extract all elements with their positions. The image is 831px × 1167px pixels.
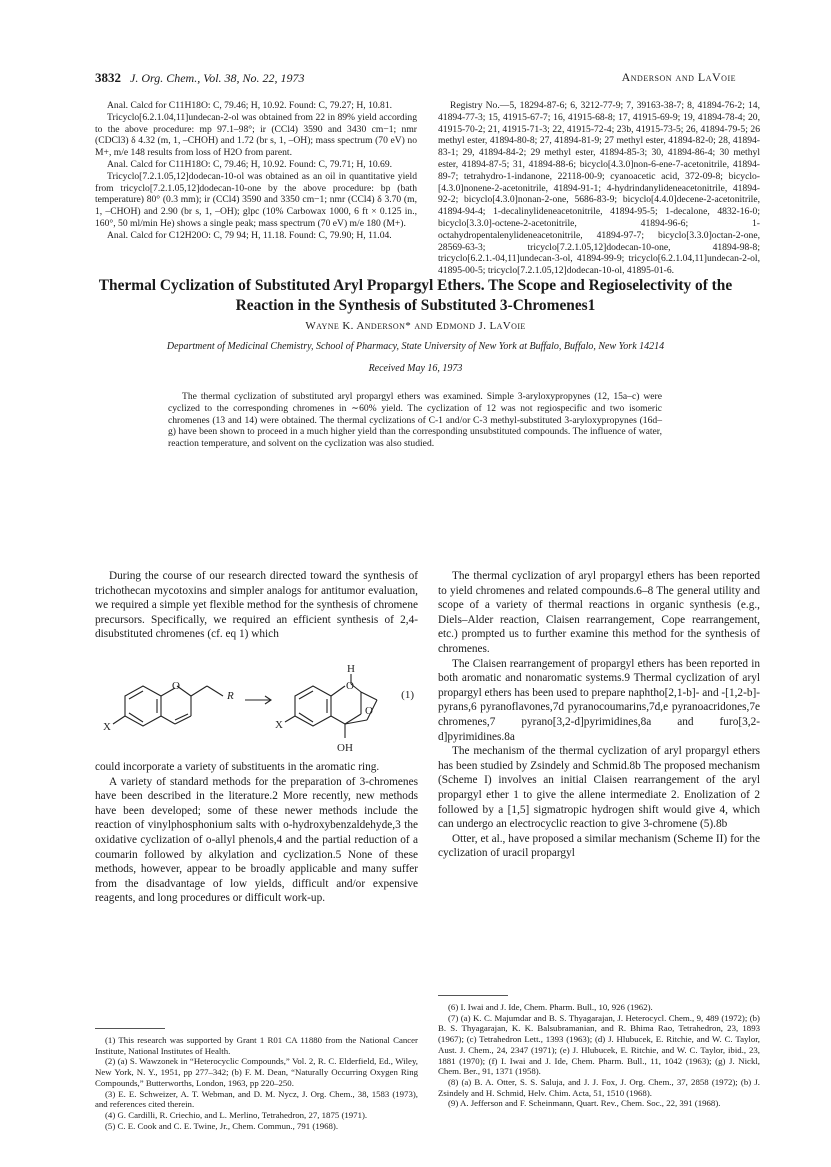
registry-text: Registry No.—5, 18294-87-6; 6, 3212-77-9; 7, 39163-38-7; 8, 41894-76-2; 14, 41894-77-3; 15, 41915-67-7; 16, 41915-68-8; 17, 41915-69-9; 19, 41894-78-4; 20, 41915-70-2; 21, 41915-71-3; 22, 41915-72-4; 23b, 41915-73-5; 26, 41894-79-5; 26 methyl ester, 41894-80-8; 27, 41894-81-9; 27 methyl ester, 41894-82-0; 28, 41894-83-1; 29, 41894-84-2; 29 methyl ester, 41894-85-3; 30, 41894-86-4; 30 methyl ester, 41894-87-5; 31, 41894-88-6; bicyclo[4.3.0]non-6-ene-7-acetonitrile, 41894-89-7; tetrahydro-1-indanone, 22118-00-9; cyanoacetic acid, 372-09-8; bicyclo-[4.3.0]nonene-2-acetonitrile, 41894-91-1; 4-hydrindanylideneacetonitrile, 41894-92-2; bicyclo[4.3.0]nonan-2-one, 5686-83-9; bicyclo[4.4.0]decene-2-acetonitrile, 41894-94-4; 1-decalinylideneacetonitrile, 41894-95-5; 1-decalone, 4832-16-0; bicyclo[3.3.0]-octene-2-acetonitrile, 41894-96-6; 1-octahydropentalenylideneacetonitrile, 41894-97-7; bicyclo[3.3.0]octan-2-one, 28569-63-3; tricyclo[7.2.1.05,12]dodecan-10-one, 41894-98-8; tricyclo[6.2.1.-04,11]undecan-3-ol, 41894-99-9; tricyclo[6.2.1.04,11]undecan-2-ol, 41895-00-5; tricyclo[7.2.1.05,12]dodecan-10-ol, 41895-01-6. bbox=[438, 100, 760, 277]
abstract: The thermal cyclization of substituted aryl propargyl ethers was examined. Simple 3-aryloxypropynes (12, 15a–c) were cyclized to the corresponding chromenes in ∼60% yield. The cyclization of 12 was not regiospecific and two isomeric chromenes (13 and 14) were obtained. The thermal cyclizations of C-1 and/or C-3 methyl-substituted 3-aryloxypropynes (16d–g) have been shown to proceed in a much higher yield than the corresponding unsubstituted compounds. The influence of water, reaction temperature, and solvent on the cyclization was also studied. bbox=[168, 391, 662, 450]
bridge-oxygen-label: O bbox=[346, 679, 354, 692]
paragraph: Anal. Calcd for C11H18O: C, 79.46; H, 10.92. Found: C, 79.27; H, 10.81. bbox=[107, 100, 393, 111]
footnote: (9) A. Jefferson and F. Scheinmann, Quart. Rev., Chem. Soc., 22, 391 (1968). bbox=[448, 1098, 721, 1109]
paragraph: The mechanism of the thermal cyclization of aryl propargyl ethers has been studied by Zsindely and Schmid.8b The proposed mechanism (Scheme I) involves an initial Claisen rearrangement of the aryl propargyl ether 1 to give the allene intermediate 2. Enolization of 2 followed by a [1,5] sigmatropic hydrogen shift would give 4, which can undergo an electrocyclic reaction to give 3-chromene (5).8b bbox=[438, 745, 760, 831]
running-header bbox=[95, 70, 736, 86]
paragraph: Anal. Calcd for C12H20O: C, 79 94; H, 11.18. Found: C, 79.90; H, 11.04. bbox=[107, 229, 392, 241]
substituent-r-label: R bbox=[227, 689, 234, 702]
received-date: Received May 16, 1973 bbox=[368, 363, 463, 374]
body-right-column bbox=[438, 569, 760, 861]
paragraph: Anal. Calcd for C11H18O: C, 79.46; H, 10.92. Found: C, 79.71; H, 10.69. bbox=[107, 158, 393, 170]
paragraph: During the course of our research directed toward the synthesis of trichothecan mycotoxins and simpler analogs for antitumor evaluation, we required a simple yet flexible method for the synthesis of chromene precursors. Specifically, we required an efficient synthesis of 2,4-disubstituted chromenes (cf. eq 1) which bbox=[95, 570, 418, 641]
footnote: (7) (a) K. C. Majumdar and B. S. Thyagarajan, J. Heterocycl. Chem., 9, 489 (1972); (b) B. S. Thyagarajan, K. K. Balsubramanian, and R. Bhima Rao, Tetrahedron, 23, 1893 (1967); (c) Tetrahedron Lett., 1393 (1963); (d) J. Hlubucek, E. Ritchie, and W. C. Taylor, Aust. J. Chem., 24, 2347 (1971); (e) J. Hlubucek, E. Ritchie, and W. C. Taylor, ibid., 23, 1881 (1970); (f) I. Iwai and J. Ide, Chem. Pharm. Bull., 11, 1042 (1963); (g) J. Nickl, Chem. Ber., 91, 1371 (1958). bbox=[438, 1012, 760, 1077]
footnote: (4) G. Cardilli, R. Criechio, and L. Merlino, Tetrahedron, 27, 1875 (1971). bbox=[105, 1109, 368, 1120]
footnote: (1) This research was supported by Grant 1 R01 CA 11880 from the National Cancer Institute, National Institutes of Health. bbox=[95, 1035, 418, 1056]
footnote: (3) E. E. Schweizer, A. T. Webman, and D. M. Nycz, J. Org. Chem., 38, 1583 (1973), and references cited therein. bbox=[95, 1088, 418, 1110]
footnote-divider bbox=[95, 1028, 165, 1029]
experimental-continuation bbox=[95, 100, 417, 242]
paragraph: Tricyclo[6.2.1.04,11]undecan-2-ol was obtained from 22 in 89% yield according to the above procedure: mp 97.1–98°; ir (CCl4) 3590 and 3430 cm−1; nmr (CDCl3) δ 4.32 (m, 1, –CHOH) and 1.72 (br s, 1, –OH); mass spectrum (70 eV) no M+, m/e 148 results from loss of H2O from parent. bbox=[95, 111, 417, 159]
article-authors: Wayne K. Anderson* and Edmond J. LaVoie bbox=[305, 320, 526, 332]
page-number: 3832 bbox=[95, 70, 121, 85]
equation-number: (1) bbox=[401, 688, 414, 701]
hydroxyl-label: OH bbox=[337, 741, 353, 754]
body-left-column bbox=[95, 569, 418, 906]
registry-numbers bbox=[438, 100, 760, 277]
footnote: (6) I. Iwai and J. Ide, Chem. Pharm. Bull., 10, 926 (1962). bbox=[448, 1002, 653, 1012]
affiliation: Department of Medicinal Chemistry, School of Pharmacy, State University of New York at Buffalo, Buffalo, New York 14214 bbox=[166, 341, 665, 352]
footnotes-left bbox=[95, 1018, 418, 1131]
paragraph: The thermal cyclization of aryl propargyl ethers has been reported to yield chromenes and related compounds.6–8 The general utility and scope of a variety of thermal reactions in organic synthesis (e.g., Diels–Alder reaction, Claisen rearrangement, Cope rearrangement, etc.) prompted us to further examine this method for the synthesis of chromenes. bbox=[438, 570, 760, 655]
footnote-divider bbox=[438, 995, 508, 996]
paragraph: The Claisen rearrangement of propargyl ethers has been reported in both aromatic and nonaromatic systems.9 Thermal cyclization of aryl propargyl ethers has been used to prepare naphtho[2,1-b]- and -[1,2-b]-pyrans,6 pyranoflavones,7d pyranocoumarins,7d,e pyranoacridones,7e chromenes,7 pyrano[3,2-d]pyrimidines,8a and furo[3,2-d]pyrimidines.8a bbox=[438, 657, 760, 743]
footnote: (2) (a) S. Wawzonek in “Heterocyclic Compounds,” Vol. 2, R. C. Elderfield, Ed., Wiley, New York, N. Y., 1951, pp 277–342; (b) F. M. Dean, “Naturally Occurring Oxygen Ring Compounds,” Butterworths, London, 1963, pp 220–250. bbox=[95, 1056, 418, 1088]
reaction-equation-1 bbox=[95, 648, 418, 756]
ring-oxygen-label: O bbox=[172, 679, 180, 692]
hydrogen-label: H bbox=[347, 662, 355, 675]
paragraph: Tricyclo[7.2.1.05,12]dodecan-10-ol was obtained as an oil in quantitative yield from tricyclo[7.2.1.05,12]dodecan-10-one by the above procedure: bp (bath temperature) 80° (0.3 mm); ir (CCl4) 3590 and 3350 cm−1; nmr (CCl4) δ 3.70 (m, 1, –CHOH) and 2.90 (br s, 1, –OH); glpc (10% Carbowax 1000, 6 ft × 0.125 in., 160°, 50 ml/min He) shows a single peak; mass spectrum (70 eV) m/e 180 (M+). bbox=[95, 170, 417, 229]
reaction-scheme-drawing bbox=[95, 648, 418, 756]
footnote: (5) C. E. Cook and C. E. Twine, Jr., Chem. Commun., 791 (1968). bbox=[105, 1120, 339, 1131]
paragraph: A variety of standard methods for the preparation of 3-chromenes have been described in the literature.2 More recently, new methods have been developed; some of these newer methods include the reaction of vinylphosphonium salts with o-hydroxybenzaldehyde,3 the oxidative cyclization of o-allyl phenols,4 and the partial reduction of a coumarin followed by alkylation and cyclization.5 None of these methods, however, appear to be broadly applicable and many suffer from the disadvantage of low yields, difficult and/or expensive reagents, and long procedures or difficult work-up. bbox=[95, 775, 418, 905]
running-authors: Anderson and LaVoie bbox=[621, 70, 736, 84]
paragraph: could incorporate a variety of substituents in the aromatic ring. bbox=[95, 760, 380, 773]
footnotes-right bbox=[438, 985, 760, 1109]
product-x-label: X bbox=[275, 718, 283, 731]
footnote: (8) (a) B. A. Otter, S. S. Saluja, and J. J. Fox, J. Org. Chem., 37, 2858 (1972); (b) J. Zsindely and H. Schmid, Helv. Chim. Acta, 51, 1510 (1968). bbox=[438, 1076, 760, 1098]
paragraph: Otter, et al., have proposed a similar mechanism (Scheme II) for the cyclization of uracil propargyl bbox=[438, 832, 760, 860]
journal-citation: J. Org. Chem., Vol. 38, No. 22, 1973 bbox=[130, 71, 305, 85]
cage-oxygen-label: O bbox=[365, 704, 373, 717]
substituent-x-label: X bbox=[103, 720, 111, 733]
article-title: Thermal Cyclization of Substituted Aryl Propargyl Ethers. The Scope and Regioselectivity of the Reaction in the Synthesis of Substituted 3-Chromenes1 bbox=[98, 277, 733, 314]
